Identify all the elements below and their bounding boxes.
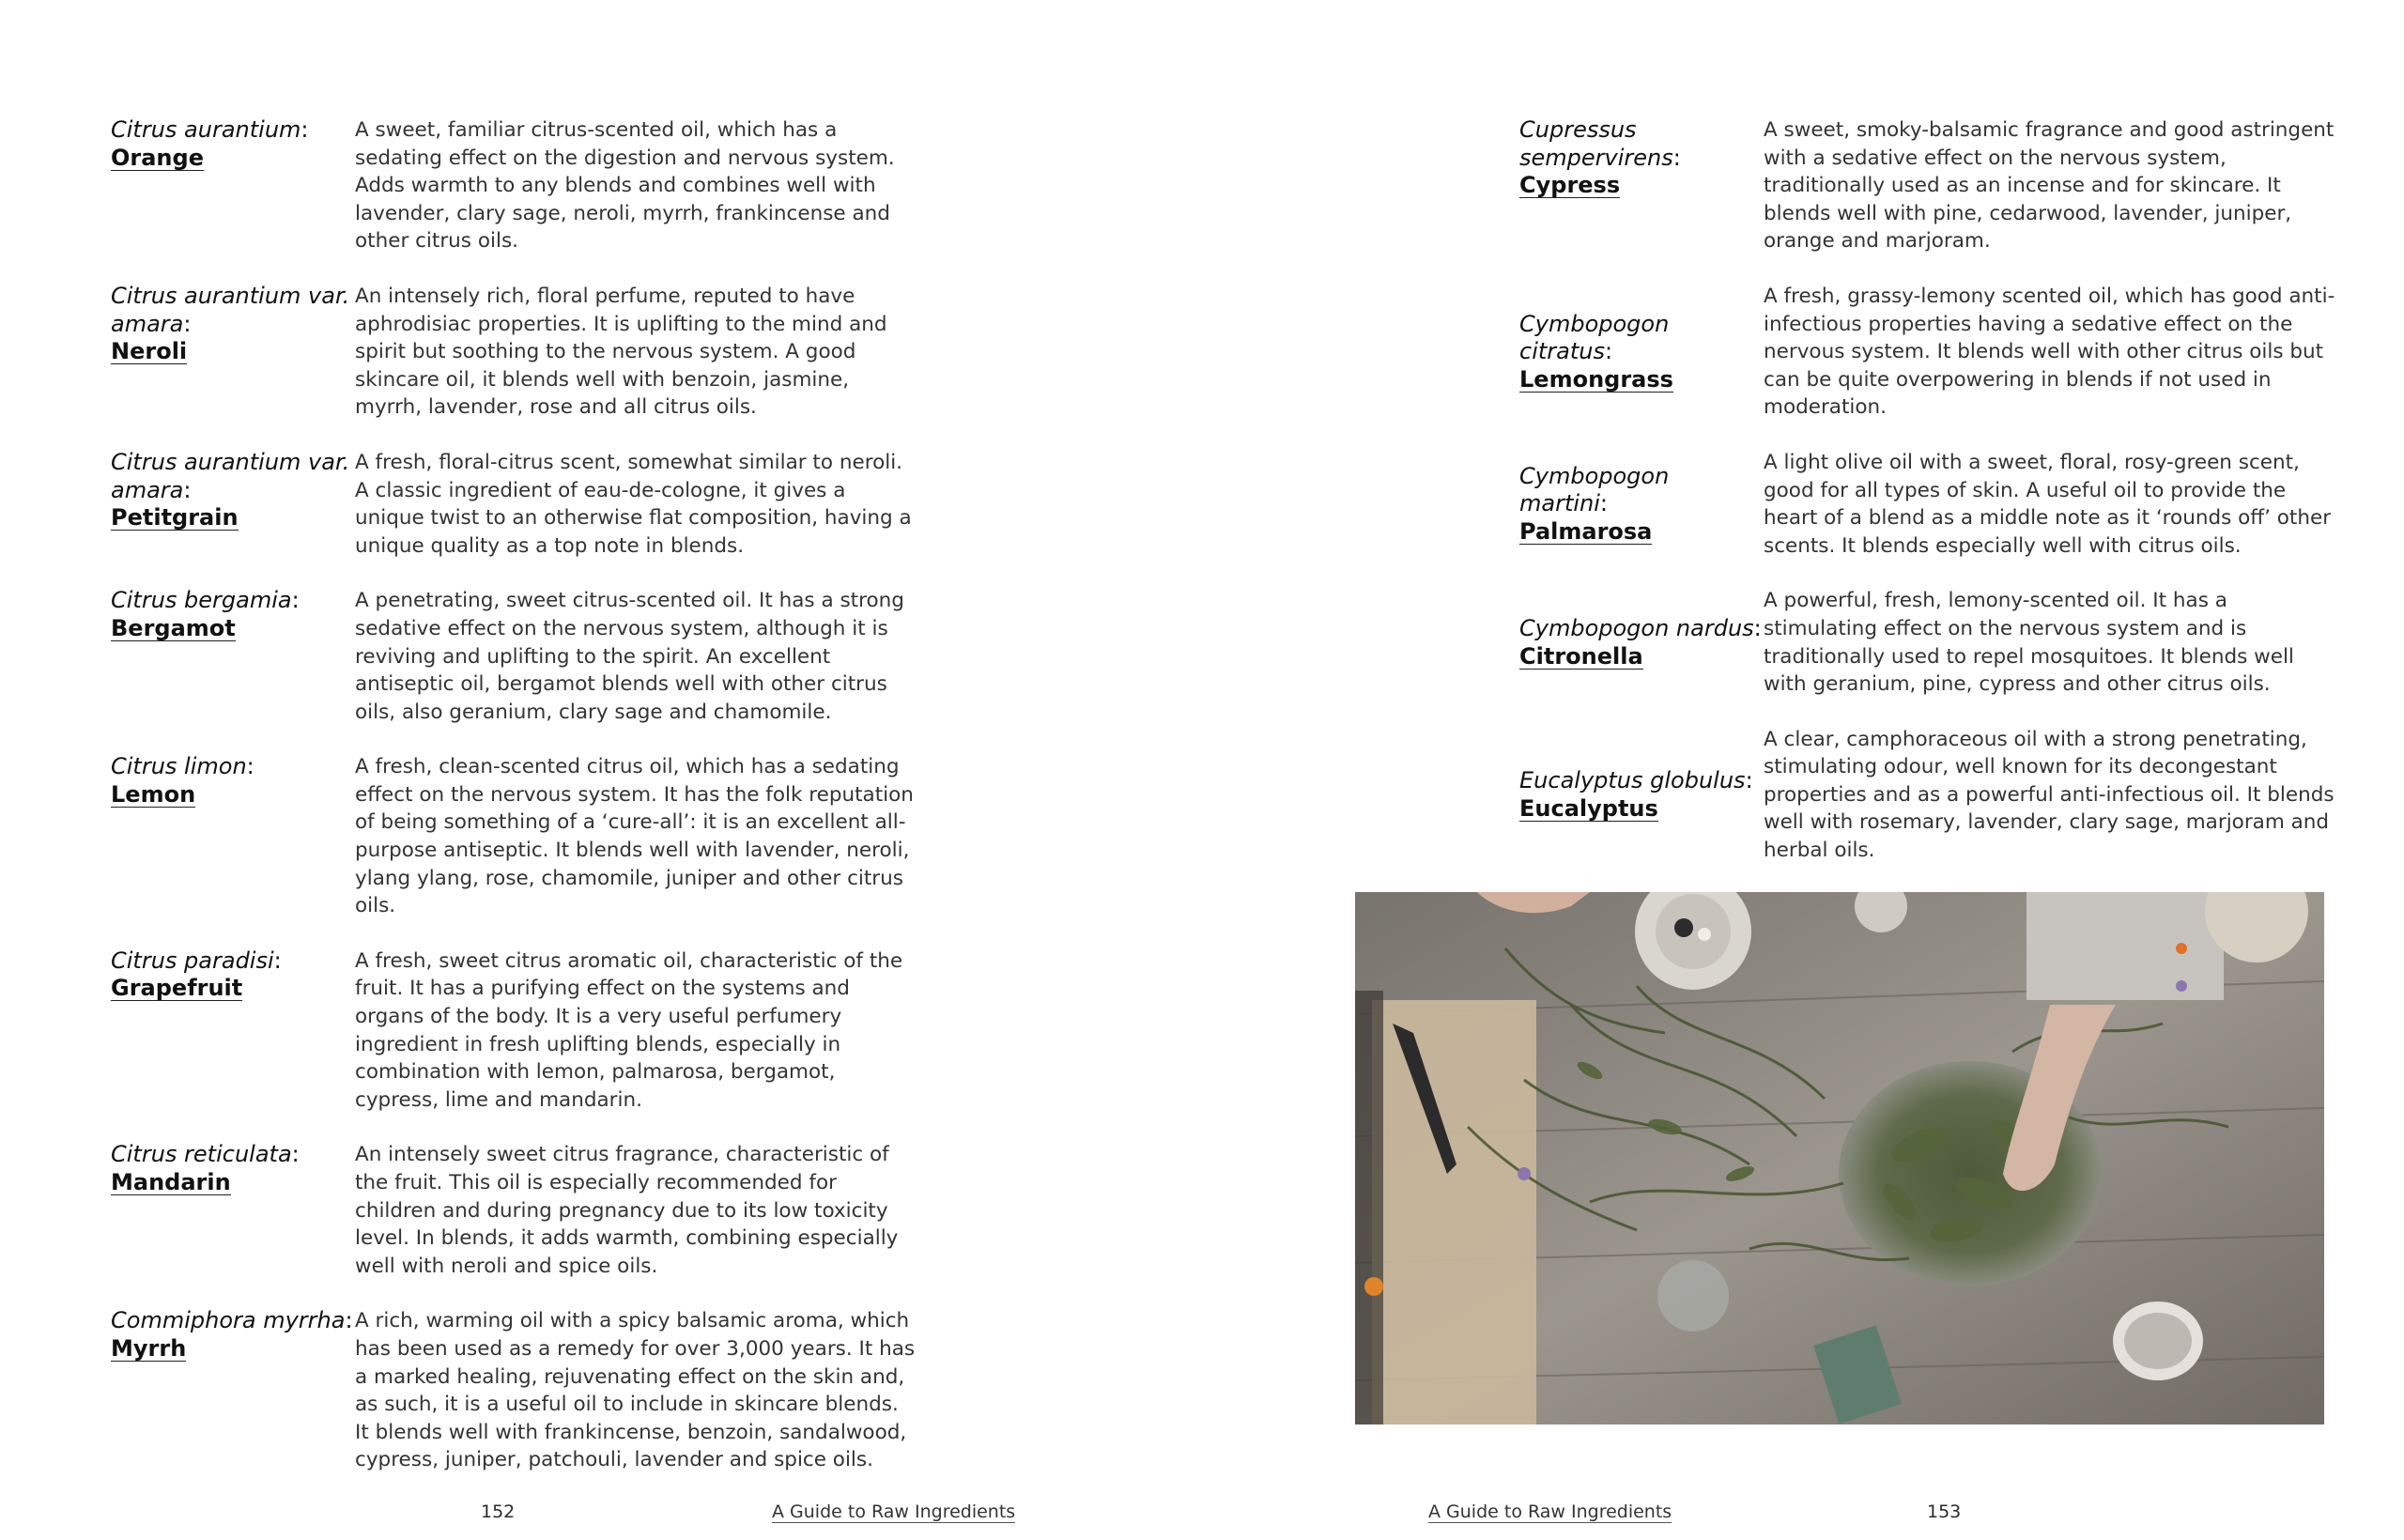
ingredient-names: Cupressus sempervirens: Cypress: [1519, 116, 1681, 199]
ingredient-description: An intensely rich, floral perfume, reputed to have aphrodisiac properties. It is uplifting to the mind and spirit but soothing to the nervous system. A good skincare oil, it blends well with benzoin, jasmine, myrrh, lavender, rose and all citrus oils.: [355, 284, 887, 420]
left-page-number: 152: [481, 1502, 516, 1522]
ingredient-description: A fresh, floral-citrus scent, somewhat similar to neroli. A classic ingredient of eau-de-cologne, it gives a unique twist to an otherwise flat composition, having a unique quality as a top note in blends.: [355, 450, 912, 558]
ingredient-names: Citrus paradisi: Grapefruit: [111, 947, 282, 1002]
herbs-illustration: [1355, 892, 2324, 1424]
latin-name: Cymbopogon martini: [1519, 462, 1670, 517]
ingredient-entry-citronella: [1519, 587, 2346, 698]
common-name: Lemon: [111, 780, 196, 808]
ingredient-entry-mandarin: [111, 1141, 928, 1280]
latin-name: Citrus limon: [111, 753, 247, 780]
ingredient-names: Citrus aurantium var. amara: Petitgrain: [111, 448, 350, 531]
ingredient-names: Citrus aurantium var. amara: Neroli: [111, 282, 350, 365]
ingredient-entry-myrrh: [111, 1307, 928, 1474]
ingredient-names: Cymbopogon martini: Palmarosa: [1519, 462, 1670, 545]
latin-name: Cymbopogon nardus: [1519, 614, 1754, 641]
running-title-text: A Guide to Raw Ingredients: [772, 1502, 1016, 1522]
common-name: Mandarin: [111, 1169, 231, 1195]
common-name: Eucalyptus: [1519, 794, 1658, 822]
common-name: Grapefruit: [111, 975, 243, 1002]
latin-name: Citrus aurantium var. amara: [111, 448, 350, 503]
ingredient-description: A sweet, familiar citrus-scented oil, which has a sedating effect on the digestion and nervous system. Adds warmth to any blends and combines well with lavender, clary sage, neroli, myrrh, frankincense and other citrus oils.: [355, 118, 895, 254]
ingredient-names: Citrus reticulata: Mandarin: [111, 1141, 300, 1195]
latin-name: Citrus paradisi: [111, 947, 274, 974]
left-running-title: [772, 1501, 1015, 1523]
ingredient-description: An intensely sweet citrus fragrance, characteristic of the fruit. This oil is especially recommended for children and during pregnancy due to its low toxicity level. In blends, it adds warmth, combining especially well with neroli and spice oils.: [355, 1143, 899, 1278]
ingredient-names: Citrus limon: Lemon: [111, 753, 254, 808]
ingredient-entry-cypress: [1519, 116, 2346, 255]
latin-name: Citrus aurantium: [111, 116, 301, 143]
right-running-title: [1428, 1501, 1672, 1523]
common-name: Myrrh: [111, 1334, 187, 1362]
ingredient-entry-lemongrass: [1519, 283, 2346, 422]
common-name: Orange: [111, 144, 204, 171]
ingredient-entry-palmarosa: [1519, 449, 2346, 560]
latin-name: Citrus reticulata: [111, 1141, 292, 1168]
ingredient-names: Commiphora myrrha: Myrrh: [111, 1307, 353, 1362]
latin-name: Citrus aurantium var. amara: [111, 282, 350, 337]
ingredient-entry-bergamot: [111, 587, 928, 726]
right-page: [1202, 0, 2404, 1540]
ingredient-description: A penetrating, sweet citrus-scented oil. It has a strong sedative effect on the nervous system, although it is reviving and uplifting to the spirit. An excellent antiseptic oil, bergamot blends well with other citrus oils, also geranium, clary sage and chamomile.: [355, 589, 904, 724]
ingredient-description: A sweet, smoky-balsamic fragrance and good astringent with a sedative effect on the nervous system, traditionally used as an incense and for skincare. It blends well with pine, cedarwood, lavender, juniper, orange and marjoram.: [1764, 118, 2335, 254]
ingredient-description: A light olive oil with a sweet, floral, rosy-green scent, good for all types of skin. A useful oil to provide the heart of a blend as a middle note as it ‘rounds off’ other scents. It blends especially well with citrus oils.: [1764, 450, 2332, 558]
left-ingredient-list: [111, 116, 928, 1502]
latin-name: Cupressus sempervirens: [1519, 116, 1673, 171]
ingredient-description: A fresh, sweet citrus aromatic oil, characteristic of the fruit. It has a purifying effect on the systems and organs of the body. It is a very useful perfumery ingredient in fresh uplifting blends, especially in combination with lemon, palmarosa, bergamot, cypress, lime and mandarin.: [355, 948, 903, 1112]
common-name: Petitgrain: [111, 504, 239, 531]
ingredient-names: Citrus bergamia: Bergamot: [111, 587, 300, 641]
ingredient-description: A fresh, grassy-lemony scented oil, which has good anti-infectious properties having a sedative effect on the nervous system. It blends well with other citrus oils but can be quite overpowering in blends if not used in moderation.: [1764, 284, 2335, 420]
latin-name: Citrus bergamia: [111, 587, 292, 614]
ingredient-names: Cymbopogon citratus: Lemongrass: [1519, 310, 1673, 393]
ingredient-description: A clear, camphoraceous oil with a strong penetrating, stimulating odour, well known for its decongestant properties and as a powerful anti-infectious oil. It blends well with rosemary, lavender, clary sage, marjoram and herbal oils.: [1764, 727, 2335, 863]
ingredient-description: A rich, warming oil with a spicy balsamic aroma, which has been used as a remedy for over 3,000 years. It has a marked healing, rejuvenating effect on the skin and, as such, it is a useful oil to include in skincare blends. It blends well with frankincense, benzoin, sandalwood, cypress, juniper, patchouli, lavender and spice oils.: [355, 1309, 916, 1472]
ingredient-names: Citrus aurantium: Orange: [111, 116, 309, 171]
ingredient-entry-lemon: [111, 753, 928, 920]
common-name: Palmarosa: [1519, 517, 1653, 545]
latin-name: Cymbopogon citratus: [1519, 310, 1670, 365]
right-page-number: 153: [1927, 1502, 1962, 1522]
ingredient-names: Eucalyptus globulus: Eucalyptus: [1519, 767, 1753, 822]
common-name: Citronella: [1519, 642, 1643, 670]
ingredient-entry-eucalyptus: [1519, 726, 2346, 865]
common-name: Cypress: [1519, 172, 1621, 199]
ingredient-entry-orange: [111, 116, 928, 255]
ingredient-entry-petitgrain: [111, 449, 928, 560]
ingredient-entry-neroli: [111, 283, 928, 422]
common-name: Lemongrass: [1519, 365, 1673, 393]
latin-name: Commiphora myrrha: [111, 1307, 346, 1334]
latin-name: Eucalyptus globulus: [1519, 767, 1746, 794]
right-ingredient-list: [1519, 116, 2346, 892]
ingredient-names: Cymbopogon nardus: Citronella: [1519, 614, 1762, 670]
running-title-text: A Guide to Raw Ingredients: [1428, 1502, 1672, 1522]
common-name: Bergamot: [111, 614, 236, 641]
ingredient-description: A fresh, clean-scented citrus oil, which has a sedating effect on the nervous system. It has the folk reputation of being something of a ‘cure-all’: it is an excellent all-purpose antiseptic. It blends well with lavender, neroli, ylang ylang, rose, chamomile, juniper and other citrus oils.: [355, 755, 914, 918]
ingredient-description: A powerful, fresh, lemony-scented oil. It has a stimulating effect on the nervous system and is traditionally used to repel mosquitoes. It blends well with geranium, pine, cypress and other citrus oils.: [1764, 589, 2294, 697]
herbs-table-photo: [1355, 892, 2324, 1424]
common-name: Neroli: [111, 338, 188, 365]
ingredient-entry-grapefruit: [111, 947, 928, 1115]
